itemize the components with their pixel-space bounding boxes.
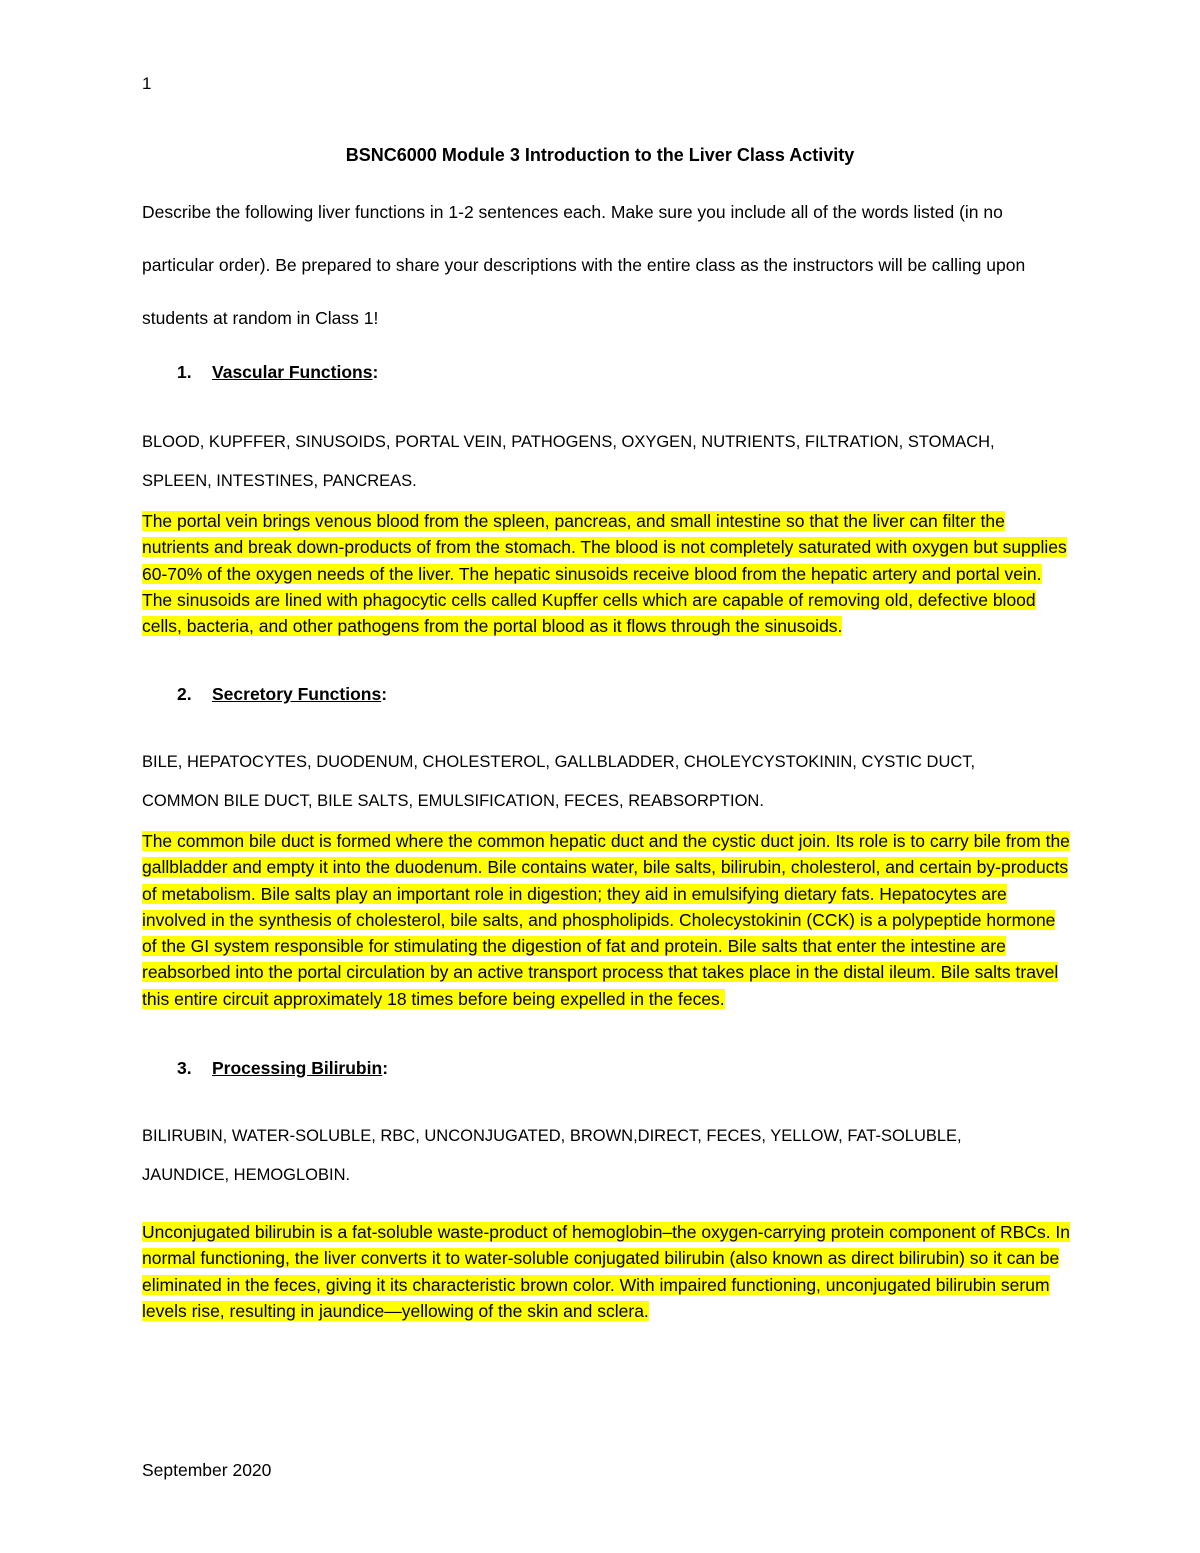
section-heading-label: Vascular Functions — [212, 362, 373, 382]
section-heading-secretory — [177, 684, 387, 705]
keyword-line: JAUNDICE, HEMOGLOBIN. — [142, 1166, 351, 1184]
section-number: 1. — [177, 362, 192, 382]
answer-vascular — [142, 508, 1072, 639]
page-title: BSNC6000 Module 3 Introduction to the Liver Class Activity — [345, 145, 855, 165]
highlighted-answer-text: The common bile duct is formed where the common hepatic duct and the cystic duct join. Its role is to carry bile from the gallbladder and empty it into the duodenum. Bile contains water, bile salts, bilirubin, cholesterol, and certain by-products of metabolism. Bile salts play an important role in digestion; they aid in emulsifying dietary fats. Hepatocytes are involved in the synthesis of cholesterol, bile salts, and phospholipids. Cholecystokinin (CCK) is a polypeptide hormone of the GI system responsible for stimulating the digestion of fat and protein. Bile salts that enter the intestine are reabsorbed into the portal circulation by an active transport process that takes place in the distal ileum. Bile salts travel this entire circuit approximately 18 times before being expelled in the feces. — [142, 831, 1070, 1009]
highlighted-answer-text: Unconjugated bilirubin is a fat-soluble waste-product of hemoglobin–the oxygen-carrying protein component of RBCs. In normal functioning, the liver converts it to water-soluble conjugated bilirubin (also known as direct bilirubin) so it can be eliminated in the feces, giving it its characteristic brown color. With impaired functioning, unconjugated bilirubin serum levels rise, resulting in jaundice—yellowing of the skin and sclera. — [142, 1222, 1071, 1321]
answer-secretory — [142, 828, 1072, 1012]
keyword-list-secretory — [142, 743, 1062, 821]
section-heading-colon: : — [372, 362, 379, 382]
section-heading-colon: : — [381, 684, 388, 704]
answer-bilirubin — [142, 1219, 1072, 1324]
highlighted-answer-text: The portal vein brings venous blood from the spleen, pancreas, and small intestine so that the liver can filter the nutrients and break down-products of from the stomach. The blood is not completely saturated with oxygen but supplies 60-70% of the oxygen needs of the liver. The hepatic sinusoids receive blood from the hepatic artery and portal vein. The sinusoids are lined with phagocytic cells called Kupffer cells which are capable of removing old, defective blood cells, bacteria, and other pathogens from the portal blood as it flows through the sinusoids. — [142, 511, 1067, 637]
section-heading-label: Processing Bilirubin — [212, 1058, 383, 1078]
page-number: 1 — [142, 74, 152, 93]
section-heading-bilirubin — [177, 1058, 388, 1079]
section-heading-label: Secretory Functions — [212, 684, 382, 704]
section-number: 3. — [177, 1058, 192, 1078]
keyword-line: SPLEEN, INTESTINES, PANCREAS. — [142, 472, 417, 490]
section-heading-colon: : — [382, 1058, 389, 1078]
keyword-line: BLOOD, KUPFFER, SINUSOIDS, PORTAL VEIN, PATHOGENS, OXYGEN, NUTRIENTS, FILTRATION, STOMACH, — [142, 433, 995, 451]
keyword-list-bilirubin — [142, 1117, 1062, 1195]
page-footer: September 2020 — [142, 1460, 272, 1480]
intro-paragraph: Describe the following liver functions in 1-2 sentences each. Make sure you include all of the words listed (in no particular order). Be prepared to share your descriptions with the entire class as the instructors will be calling upon students at random in Class 1! — [142, 202, 1026, 328]
keyword-line: BILE, HEPATOCYTES, DUODENUM, CHOLESTEROL, GALLBLADDER, CHOLEYCYSTOKININ, CYSTIC DUCT, — [142, 753, 976, 771]
keyword-line: COMMON BILE DUCT, BILE SALTS, EMULSIFICATION, FECES, REABSORPTION. — [142, 792, 764, 810]
keyword-line: BILIRUBIN, WATER-SOLUBLE, RBC, UNCONJUGATED, BROWN,DIRECT, FECES, YELLOW, FAT-SOLUBLE, — [142, 1127, 962, 1145]
section-number: 2. — [177, 684, 192, 704]
section-heading-vascular — [177, 362, 378, 383]
keyword-list-vascular — [142, 423, 1062, 501]
